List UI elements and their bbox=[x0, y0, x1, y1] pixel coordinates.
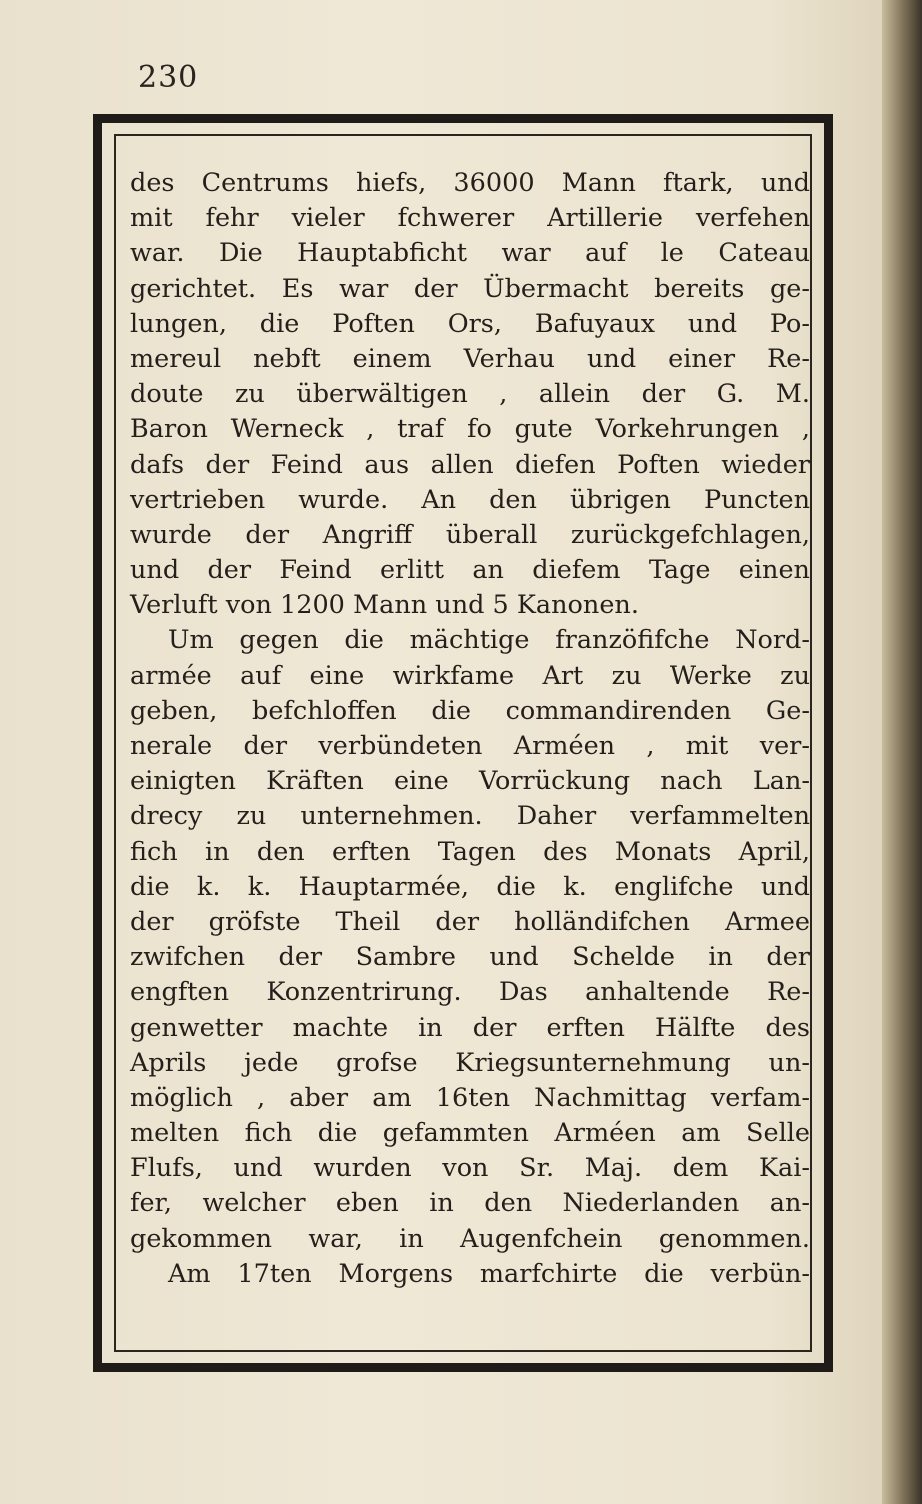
text-line: fich in den erften Tagen des Monats April, bbox=[130, 836, 810, 867]
text-line: genwetter machte in der erften Hälfte des bbox=[130, 1012, 810, 1043]
text-line: fer, welcher eben in den Niederlanden an- bbox=[130, 1188, 810, 1219]
text-line: geben, befchloffen die commandirenden Ge- bbox=[130, 695, 810, 726]
text-line: wurde der Angriff überall zurückgefchlagen, bbox=[130, 519, 810, 550]
text-line: mit fehr vieler fchwerer Artillerie verfehen bbox=[130, 203, 810, 234]
text-line: zwifchen der Sambre und Schelde in der bbox=[130, 942, 810, 973]
text-line: des Centrums hiefs, 36000 Mann ftark, und bbox=[130, 168, 810, 198]
text-line: war. Die Hauptabficht war auf le Cateau bbox=[130, 238, 810, 269]
text-line: engften Konzentrirung. Das anhaltende Re- bbox=[130, 977, 810, 1008]
text-line: dafs der Feind aus allen diefen Poften wieder bbox=[130, 449, 810, 480]
book-gutter bbox=[882, 0, 922, 1504]
text-line: möglich , aber am 16ten Nachmittag verfam- bbox=[130, 1082, 810, 1113]
text-line: einigten Kräften eine Vorrückung nach Lan- bbox=[130, 766, 810, 797]
text-line: drecy zu unternehmen. Daher verfammelten bbox=[130, 801, 810, 832]
text-line: nerale der verbündeten Arméen , mit ver- bbox=[130, 731, 810, 761]
text-line: gekommen war, in Augenfchein genommen. bbox=[130, 1223, 810, 1254]
text-line: der gröfste Theil der holländifchen Armee bbox=[130, 906, 810, 937]
text-line: gerichtet. Es war der Übermacht bereits ge- bbox=[130, 273, 810, 304]
text-line: mereul nebft einem Verhau und einer Re- bbox=[130, 343, 810, 374]
page-number: 230 bbox=[138, 60, 199, 95]
text-line: Um gegen die mächtige franzöfifche Nord- bbox=[168, 625, 810, 656]
body-text bbox=[130, 166, 820, 1292]
text-line: Baron Werneck , traf fo gute Vorkehrungen , bbox=[130, 414, 810, 445]
text-line: Aprils jede grofse Kriegsunternehmung un- bbox=[130, 1047, 810, 1078]
text-line: Verluft von 1200 Mann und 5 Kanonen. bbox=[130, 590, 639, 621]
text-line: die k. k. Hauptarmée, die k. englifche und bbox=[130, 871, 810, 902]
text-line: lungen, die Poften Ors, Bafuyaux und Po- bbox=[130, 308, 810, 339]
text-line: armée auf eine wirkfame Art zu Werke zu bbox=[130, 660, 810, 691]
text-line: Flufs, und wurden von Sr. Maj. dem Kai- bbox=[130, 1153, 810, 1184]
text-line: und der Feind erlitt an diefem Tage einen bbox=[130, 555, 810, 586]
text-line: Am 17ten Morgens marfchirte die verbün- bbox=[168, 1258, 810, 1289]
text-line: melten fich die gefammten Arméen am Selle bbox=[130, 1118, 810, 1149]
text-line: vertrieben wurde. An den übrigen Puncten bbox=[130, 484, 810, 515]
text-line: doute zu überwältigen , allein der G. M. bbox=[130, 379, 810, 410]
